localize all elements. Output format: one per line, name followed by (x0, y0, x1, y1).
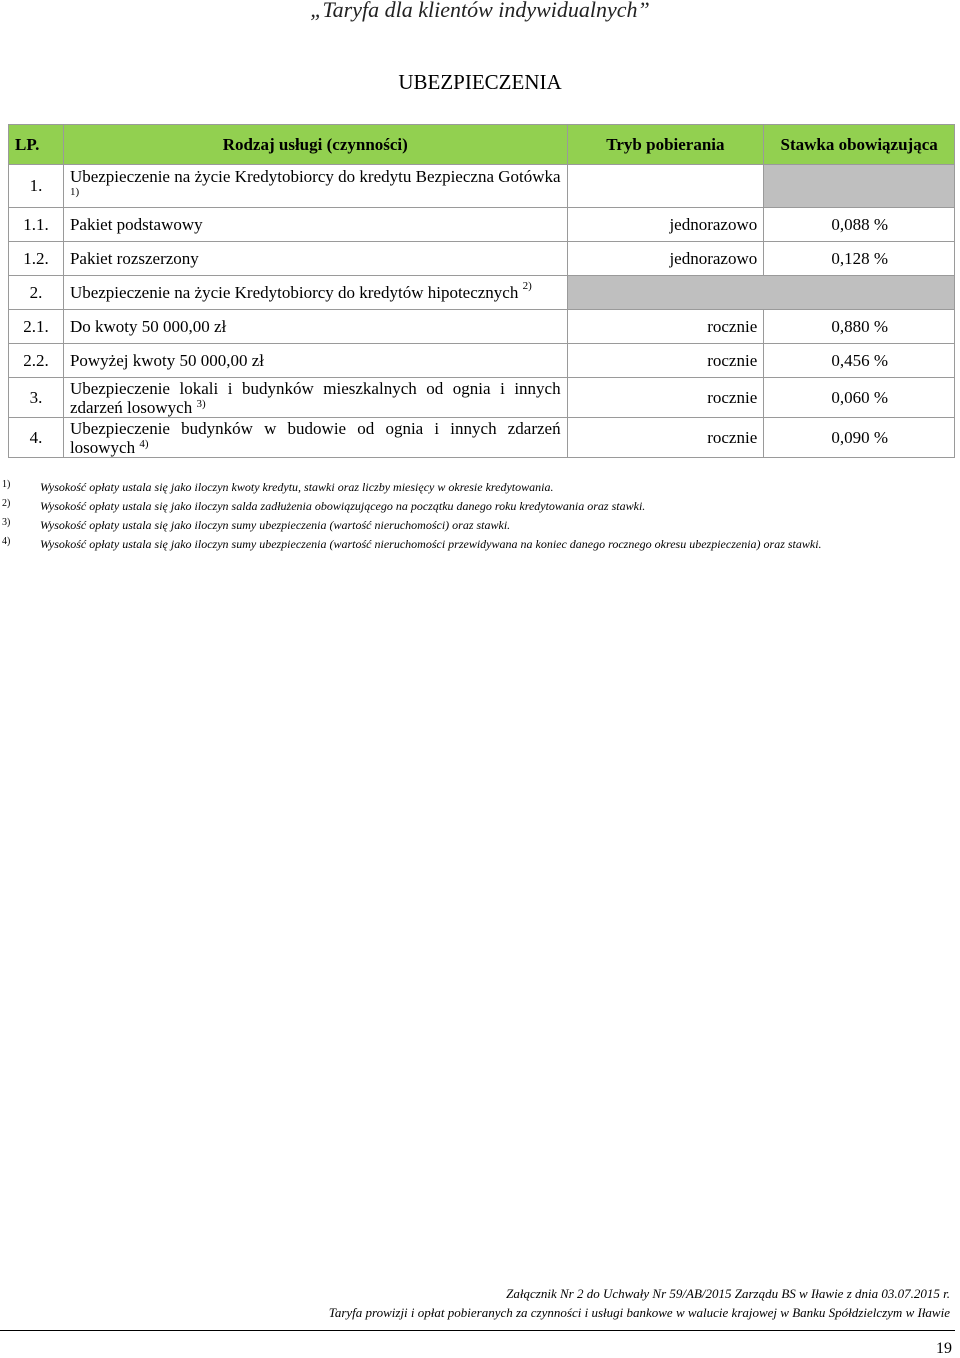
row-empty-gray (567, 276, 954, 310)
table-row (9, 310, 955, 344)
table-row (9, 378, 955, 418)
table-row (9, 242, 955, 276)
row-rate: 0,090 % (764, 418, 955, 458)
insurance-tariff-table (8, 124, 955, 458)
row-mode: rocznie (567, 378, 764, 418)
row-lp: 2.1. (9, 310, 64, 344)
row-mode: rocznie (567, 418, 764, 458)
footnote-ref: 2) (522, 279, 532, 292)
row-mode: jednorazowo (567, 242, 764, 276)
row-lp: 2. (9, 276, 64, 310)
footnote-number: 4) (2, 536, 11, 547)
footnote-ref: 4) (139, 437, 149, 450)
row-rate: 0,456 % (764, 344, 955, 378)
page-number: 19 (936, 1340, 952, 1357)
row-rate: 0,128 % (764, 242, 955, 276)
row-rate-empty (764, 165, 955, 208)
row-mode: jednorazowo (567, 208, 764, 242)
row-lp: 4. (9, 418, 64, 458)
row-mode: rocznie (567, 344, 764, 378)
row-mode (567, 165, 764, 208)
footer-divider (0, 1330, 955, 1331)
header-rate: Stawka obowiązująca (764, 125, 955, 165)
table-row (9, 208, 955, 242)
footnote-text: Wysokość opłaty ustala się jako iloczyn sumy ubezpieczenia (wartość nieruchomości) oraz stawki. (40, 518, 511, 532)
row-description: Ubezpieczenie na życie Kredytobiorcy do kredytu Bezpieczna Gotówka $^{1)}$ (63, 165, 567, 208)
header-service: Rodzaj usługi (czynności) (63, 125, 567, 165)
table-header-row (9, 125, 955, 165)
table-row (9, 276, 955, 310)
row-description: Pakiet rozszerzony (63, 242, 567, 276)
footnote-item (0, 478, 955, 497)
header-lp: LP. (9, 125, 64, 165)
row-lp: 1.1. (9, 208, 64, 242)
footnote-ref: 1) (69, 186, 80, 198)
footnote-text: Wysokość opłaty ustala się jako iloczyn kwoty kredytu, stawki oraz liczby miesięcy w okresie kredytowania. (40, 480, 554, 494)
document-header-title: „Taryfa dla klientów indywidualnych” (310, 0, 650, 22)
footnote-item (0, 497, 955, 516)
footer-tariff-line: Taryfa prowizji i opłat pobieranych za czynności i usługi bankowe w walucie krajowej w Banku Spółdzielczym w Iławie (328, 1305, 950, 1320)
footnotes (0, 478, 955, 554)
footnote-text: Wysokość opłaty ustala się jako iloczyn salda zadłużenia obowiązującego na początku danego roku kredytowania oraz stawki. (40, 499, 646, 513)
section-title: UBEZPIECZENIA (398, 70, 562, 94)
row-lp: 2.2. (9, 344, 64, 378)
row-description: Pakiet podstawowy (63, 208, 567, 242)
row-rate: 0,060 % (764, 378, 955, 418)
table-row (9, 418, 955, 458)
footnote-number: 1) (2, 479, 11, 490)
header-mode: Tryb pobierania (567, 125, 764, 165)
footnote-item (0, 535, 955, 554)
footnote-item (0, 516, 955, 535)
row-lp: 1. (9, 165, 64, 208)
row-description: Ubezpieczenie budynków w budowie od ognia i innych zdarzeń losowych $^{4)}$ (63, 418, 567, 458)
table-row (9, 165, 955, 208)
row-description: Ubezpieczenie lokali i budynków mieszkalnych od ognia i innych zdarzeń losowych $^{3)}$ (63, 378, 567, 418)
row-description: Powyżej kwoty 50 000,00 zł (63, 344, 567, 378)
row-rate: 0,088 % (764, 208, 955, 242)
table-row (9, 344, 955, 378)
footnote-number: 3) (2, 517, 11, 528)
footnote-text: Wysokość opłaty ustala się jako iloczyn sumy ubezpieczenia (wartość nieruchomości przewidywana na koniec danego rocznego okresu ubezpieczenia) oraz stawki. (40, 537, 822, 551)
footnote-number: 2) (2, 498, 11, 509)
row-mode: rocznie (567, 310, 764, 344)
footnote-ref: 3) (196, 397, 206, 410)
footer-attachment-line: Załącznik Nr 2 do Uchwały Nr 59/AB/2015 Zarządu BS w Iławie z dnia 03.07.2015 r. (506, 1286, 950, 1301)
row-lp: 3. (9, 378, 64, 418)
row-description: Ubezpieczenie na życie Kredytobiorcy do kredytów hipotecznych $^{2)}$ (63, 276, 567, 310)
row-description: Do kwoty 50 000,00 zł (63, 310, 567, 344)
row-rate: 0,880 % (764, 310, 955, 344)
row-lp: 1.2. (9, 242, 64, 276)
